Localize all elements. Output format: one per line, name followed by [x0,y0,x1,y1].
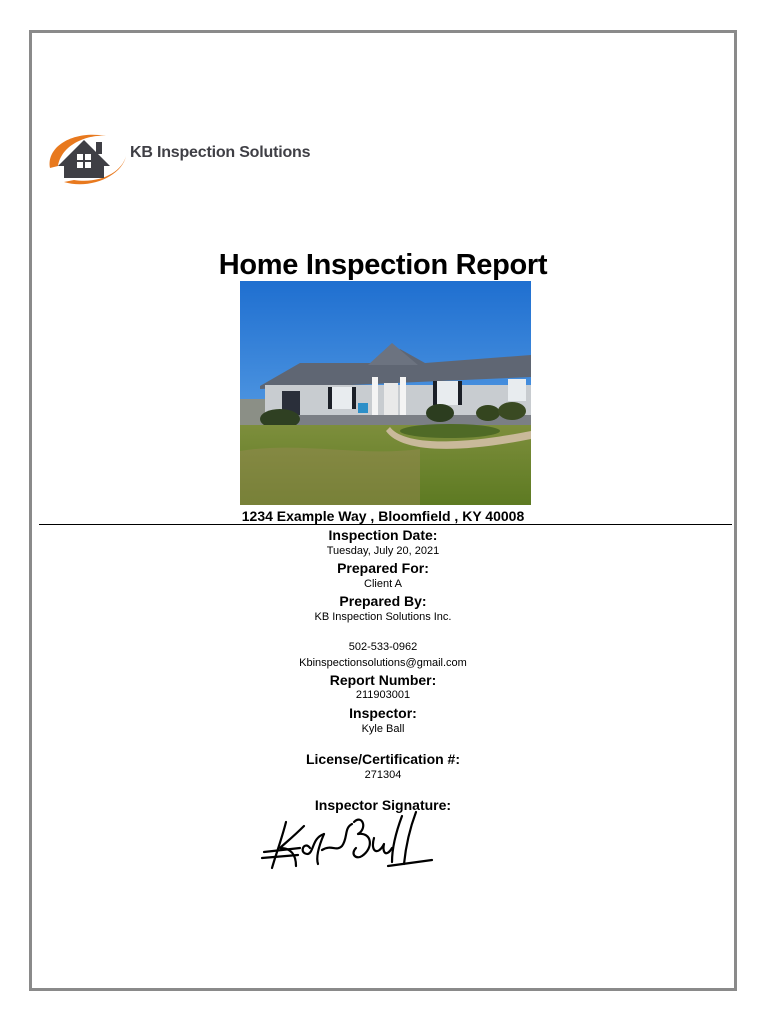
license-label: License/Certification #: [305,751,461,767]
email-value: Kbinspectionsolutions@gmail.com [299,657,467,669]
house-photo [240,281,531,505]
prepared-by-label: Prepared By: [339,593,427,609]
company-logo [44,128,334,188]
property-address: 1234 Example Way , Bloomfield , KY 40008 [241,508,525,524]
inspector-signature [252,808,452,878]
report-number-label: Report Number: [329,672,437,688]
prepared-for-value: Client A [364,578,402,590]
prepared-by-value: KB Inspection Solutions Inc. [314,611,452,623]
report-title: Home Inspection Report [218,249,548,281]
report-page [29,30,737,991]
prepared-for-label: Prepared For: [337,560,429,576]
house-logo-icon [44,128,130,188]
divider [39,524,732,525]
report-number-value: 211903001 [355,689,411,701]
phone-value: 502-533-0962 [348,641,418,653]
signature-label: Inspector Signature: [314,797,452,813]
company-name: KB Inspection Solutions [130,144,311,161]
inspector-label: Inspector: [349,705,417,721]
license-value: 271304 [364,769,402,781]
inspection-date-value: Tuesday, July 20, 2021 [326,545,440,557]
inspector-value: Kyle Ball [361,723,405,735]
inspection-date-label: Inspection Date: [328,527,438,543]
